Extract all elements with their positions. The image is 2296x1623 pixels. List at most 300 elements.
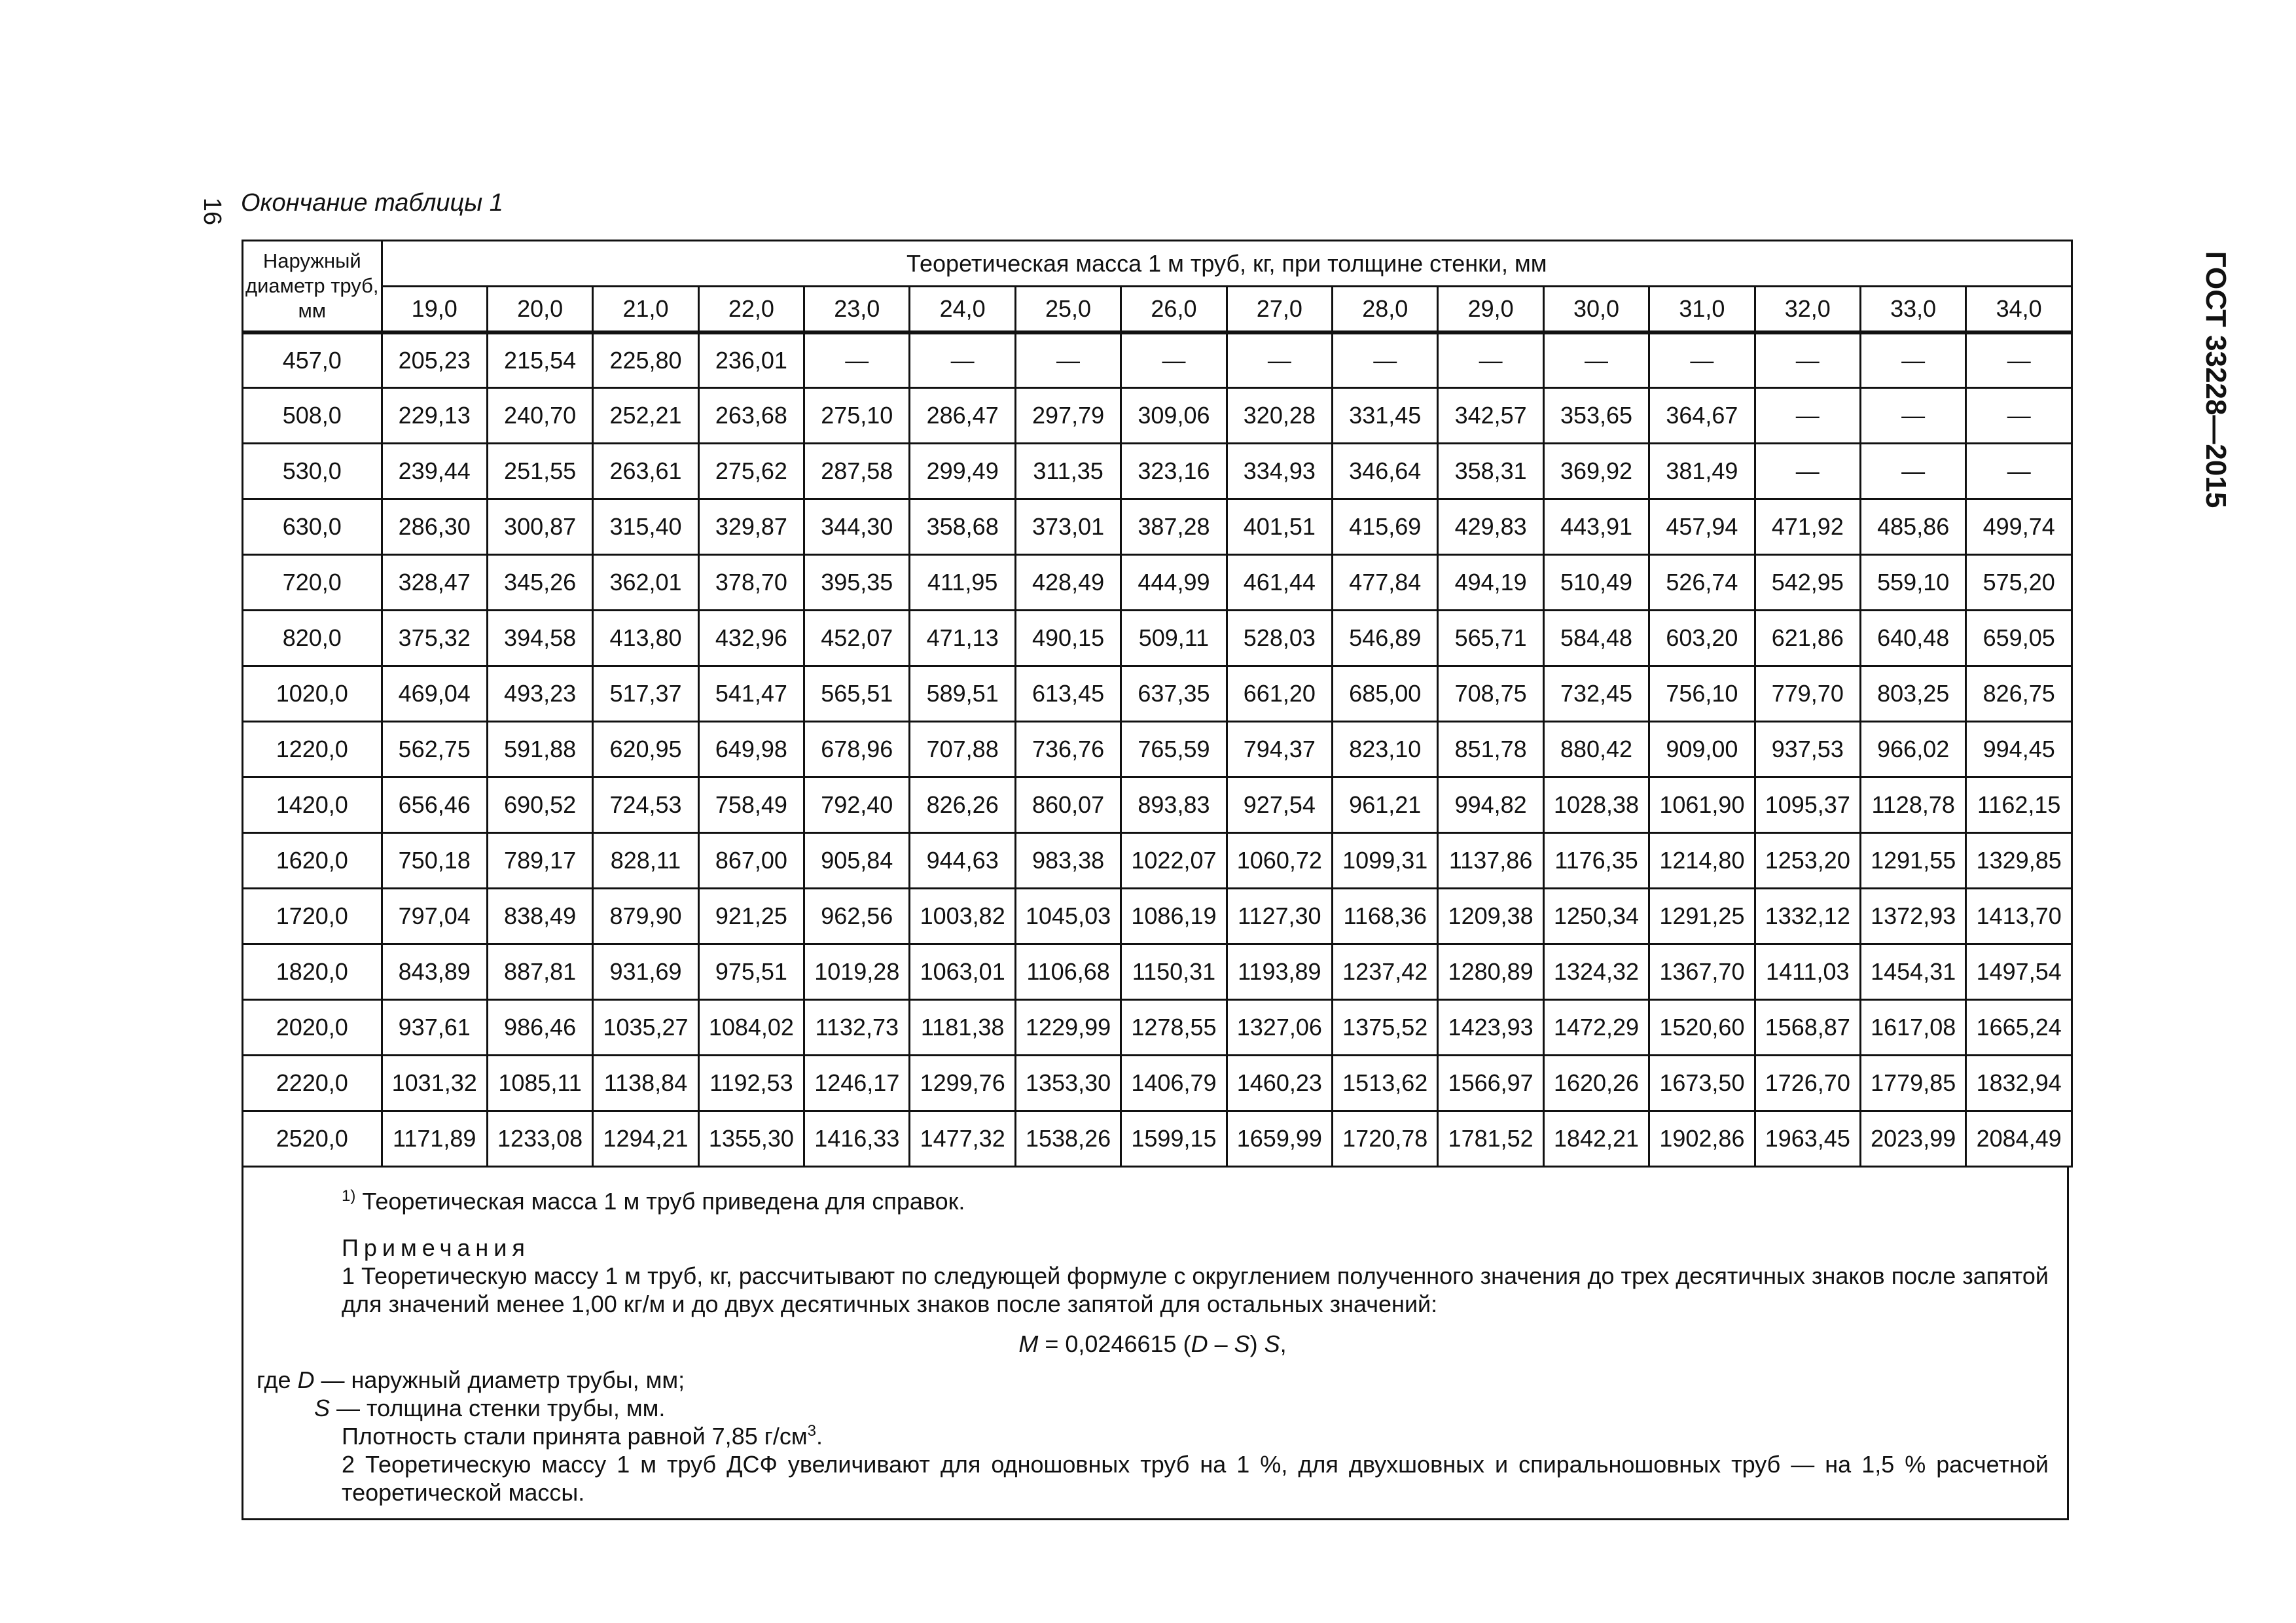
density-end: .: [816, 1423, 823, 1450]
mass-cell: 510,49: [1543, 555, 1649, 611]
mass-cell: 1665,24: [1966, 1000, 2072, 1056]
where-s-text: — толщина стенки трубы, мм.: [330, 1395, 666, 1421]
mass-cell: 690,52: [487, 777, 592, 833]
mass-cell: 589,51: [910, 666, 1015, 722]
mass-cell: 345,26: [487, 555, 592, 611]
wall-thickness-header: 24,0: [910, 287, 1015, 332]
mass-cell: 1411,03: [1755, 944, 1860, 1000]
mass-cell: 1332,12: [1755, 889, 1860, 944]
mass-cell: 1477,32: [910, 1111, 1015, 1167]
mass-cell: 797,04: [382, 889, 487, 944]
mass-cell: 1099,31: [1333, 833, 1438, 889]
wall-thickness-header: 34,0: [1966, 287, 2072, 332]
mass-cell: 758,49: [698, 777, 804, 833]
mass-cell: —: [1860, 444, 1965, 499]
table-notes: [242, 1168, 2069, 1520]
mass-cell: 1084,02: [698, 1000, 804, 1056]
mass-cell: 373,01: [1015, 499, 1121, 555]
mass-cell: 724,53: [593, 777, 698, 833]
mass-cell: 1375,52: [1333, 1000, 1438, 1056]
diameter-cell: 2220,0: [243, 1056, 382, 1111]
density-line: [257, 1422, 2049, 1450]
mass-cell: 1209,38: [1438, 889, 1543, 944]
diameter-cell: 1420,0: [243, 777, 382, 833]
wall-thickness-header: 25,0: [1015, 287, 1121, 332]
mass-cell: 528,03: [1227, 611, 1332, 666]
mass-cell: 1019,28: [804, 944, 910, 1000]
mass-cell: 1372,93: [1860, 889, 1965, 944]
mass-cell: 983,38: [1015, 833, 1121, 889]
mass-cell: 1842,21: [1543, 1111, 1649, 1167]
mass-cell: 765,59: [1121, 722, 1227, 777]
mass-cell: 975,51: [698, 944, 804, 1000]
mass-cell: 443,91: [1543, 499, 1649, 555]
mass-cell: 860,07: [1015, 777, 1121, 833]
mass-cell: 2023,99: [1860, 1111, 1965, 1167]
mass-cell: 286,47: [910, 388, 1015, 444]
mass-cell: —: [1755, 444, 1860, 499]
mass-cell: 937,53: [1755, 722, 1860, 777]
mass-cell: 300,87: [487, 499, 592, 555]
formula-part: ): [1249, 1330, 1265, 1357]
symbol-s: S: [314, 1395, 331, 1421]
diameter-cell: 2020,0: [243, 1000, 382, 1056]
mass-cell: 1233,08: [487, 1111, 592, 1167]
mass-cell: 1035,27: [593, 1000, 698, 1056]
mass-cell: 823,10: [1333, 722, 1438, 777]
mass-cell: 1620,26: [1543, 1056, 1649, 1111]
mass-cell: 1063,01: [910, 944, 1015, 1000]
mass-cell: 851,78: [1438, 722, 1543, 777]
mass-cell: 1137,86: [1438, 833, 1543, 889]
mass-cell: 471,13: [910, 611, 1015, 666]
mass-cell: 1416,33: [804, 1111, 910, 1167]
mass-cell: 620,95: [593, 722, 698, 777]
diameter-cell: 530,0: [243, 444, 382, 499]
formula-symbol-m: M: [1018, 1330, 1039, 1357]
mass-cell: 1085,11: [487, 1056, 592, 1111]
table-row: [243, 777, 2072, 833]
mass-cell: 541,47: [698, 666, 804, 722]
mass-cell: 205,23: [382, 332, 487, 388]
note-2: 2 Теоретическую массу 1 м труб ДСФ увеличивают для одношовных труб на 1 %, для двухшовных и спиральношовных труб — на 1,5 % расчетной теоретической массы.: [342, 1451, 2049, 1506]
mass-cell: 966,02: [1860, 722, 1965, 777]
mass-cell: 394,58: [487, 611, 592, 666]
mass-cell: 457,94: [1649, 499, 1755, 555]
mass-cell: 1720,78: [1333, 1111, 1438, 1167]
mass-cell: 1832,94: [1966, 1056, 2072, 1111]
mass-cell: 1779,85: [1860, 1056, 1965, 1111]
mass-cell: 428,49: [1015, 555, 1121, 611]
mass-cell: 1423,93: [1438, 1000, 1543, 1056]
mass-cell: 909,00: [1649, 722, 1755, 777]
mass-cell: 342,57: [1438, 388, 1543, 444]
mass-cell: 826,75: [1966, 666, 2072, 722]
mass-cell: —: [1966, 388, 2072, 444]
mass-cell: 215,54: [487, 332, 592, 388]
mass-cell: 1278,55: [1121, 1000, 1227, 1056]
mass-cell: 1045,03: [1015, 889, 1121, 944]
mass-cell: 1237,42: [1333, 944, 1438, 1000]
mass-cell: 485,86: [1860, 499, 1965, 555]
mass-cell: 575,20: [1966, 555, 2072, 611]
footnote: [257, 1187, 2049, 1215]
mass-cell: 961,21: [1333, 777, 1438, 833]
formula-symbol-s: S: [1234, 1330, 1250, 1357]
mass-cell: 843,89: [382, 944, 487, 1000]
table-row: [243, 444, 2072, 499]
mass-cell: 1291,55: [1860, 833, 1965, 889]
mass-cell: 565,71: [1438, 611, 1543, 666]
mass-cell: 1568,87: [1755, 1000, 1860, 1056]
diameter-cell: 2520,0: [243, 1111, 382, 1167]
diameter-cell: 1620,0: [243, 833, 382, 889]
mass-cell: 591,88: [487, 722, 592, 777]
mass-cell: 887,81: [487, 944, 592, 1000]
mass-cell: 1128,78: [1860, 777, 1965, 833]
footnote-mark: 1): [342, 1187, 356, 1205]
mass-cell: —: [1438, 332, 1543, 388]
diameter-cell: 1820,0: [243, 944, 382, 1000]
mass-cell: 1181,38: [910, 1000, 1015, 1056]
mass-cell: —: [1755, 332, 1860, 388]
mass-cell: 1253,20: [1755, 833, 1860, 889]
wall-thickness-header: 33,0: [1860, 287, 1965, 332]
mass-cell: 659,05: [1966, 611, 2072, 666]
mass-cell: 1031,32: [382, 1056, 487, 1111]
where-prefix: где: [257, 1366, 298, 1393]
mass-cell: 794,37: [1227, 722, 1332, 777]
mass-cell: 1902,86: [1649, 1111, 1755, 1167]
mass-cell: 263,68: [698, 388, 804, 444]
mass-cell: —: [1121, 332, 1227, 388]
symbol-d: D: [297, 1366, 315, 1393]
mass-cell: 921,25: [698, 889, 804, 944]
mass-cell: 1299,76: [910, 1056, 1015, 1111]
mass-cell: 1192,53: [698, 1056, 804, 1111]
mass-cell: 1214,80: [1649, 833, 1755, 889]
mass-cell: 1171,89: [382, 1111, 487, 1167]
where-d-text: — наружный диаметр трубы, мм;: [314, 1366, 685, 1393]
mass-cell: 329,87: [698, 499, 804, 555]
mass-cell: 229,13: [382, 388, 487, 444]
mass-cell: 1294,21: [593, 1111, 698, 1167]
mass-cell: —: [1860, 332, 1965, 388]
density-text: Плотность стали принята равной 7,85 г/см: [342, 1423, 808, 1450]
standard-designation: ГОСТ 33228—2015: [2200, 251, 2232, 508]
mass-cell: —: [1227, 332, 1332, 388]
note-1: 1 Теоретическую массу 1 м труб, кг, рассчитывают по следующей формуле с округлением полученного значения до трех десятичных знаков после запятой для значений менее 1,00 кг/м и до двух десятичных знаков после запятой для остальных значений:: [342, 1262, 2049, 1317]
mass-cell: 1355,30: [698, 1111, 804, 1167]
mass-cell: 879,90: [593, 889, 698, 944]
mass-cell: 1250,34: [1543, 889, 1649, 944]
mass-cell: 239,44: [382, 444, 487, 499]
mass-cell: 1406,79: [1121, 1056, 1227, 1111]
mass-cell: 1324,32: [1543, 944, 1649, 1000]
diameter-cell: 630,0: [243, 499, 382, 555]
mass-cell: 685,00: [1333, 666, 1438, 722]
mass-cell: 1497,54: [1966, 944, 2072, 1000]
wall-thickness-header: 30,0: [1543, 287, 1649, 332]
mass-cell: 299,49: [910, 444, 1015, 499]
mass-cell: 1520,60: [1649, 1000, 1755, 1056]
mass-cell: 315,40: [593, 499, 698, 555]
mass-cell: —: [1015, 332, 1121, 388]
mass-cell: 621,86: [1755, 611, 1860, 666]
where-s-line: [257, 1394, 2049, 1422]
mass-cell: 263,61: [593, 444, 698, 499]
wall-thickness-header: 22,0: [698, 287, 804, 332]
mass-cell: 1168,36: [1333, 889, 1438, 944]
mass-cell: 252,21: [593, 388, 698, 444]
mass-cell: 1162,15: [1966, 777, 2072, 833]
mass-cell: 275,62: [698, 444, 804, 499]
mass-cell: 358,68: [910, 499, 1015, 555]
wall-thickness-header: 29,0: [1438, 287, 1543, 332]
mass-cell: 1327,06: [1227, 1000, 1332, 1056]
mass-cell: —: [1860, 388, 1965, 444]
mass-cell: 893,83: [1121, 777, 1227, 833]
page-number: 16: [198, 197, 226, 226]
diameter-cell: 820,0: [243, 611, 382, 666]
table-row: [243, 833, 2072, 889]
mass-cell: 287,58: [804, 444, 910, 499]
mass-cell: 1060,72: [1227, 833, 1332, 889]
mass-cell: 328,47: [382, 555, 487, 611]
mass-cell: 362,01: [593, 555, 698, 611]
mass-cell: 1566,97: [1438, 1056, 1543, 1111]
mass-cell: 678,96: [804, 722, 910, 777]
mass-cell: 1659,99: [1227, 1111, 1332, 1167]
mass-cell: 750,18: [382, 833, 487, 889]
mass-cell: 1413,70: [1966, 889, 2072, 944]
mass-cell: 707,88: [910, 722, 1015, 777]
table-continuation-caption: Окончание таблицы 1: [241, 189, 503, 217]
mass-cell: 779,70: [1755, 666, 1860, 722]
mass-cell: 1127,30: [1227, 889, 1332, 944]
mass-cell: —: [1543, 332, 1649, 388]
diameter-cell: 1020,0: [243, 666, 382, 722]
mass-cell: 334,93: [1227, 444, 1332, 499]
mass-cell: —: [804, 332, 910, 388]
mass-cell: 649,98: [698, 722, 804, 777]
density-superscript: 3: [807, 1422, 816, 1440]
mass-cell: 432,96: [698, 611, 804, 666]
mass-cell: 1538,26: [1015, 1111, 1121, 1167]
table-row: [243, 555, 2072, 611]
table-row: [243, 1111, 2072, 1167]
mass-cell: 499,74: [1966, 499, 2072, 555]
mass-cell: 792,40: [804, 777, 910, 833]
formula-part: ,: [1280, 1330, 1287, 1357]
mass-cell: 661,20: [1227, 666, 1332, 722]
mass-cell: 353,65: [1543, 388, 1649, 444]
mass-cell: —: [1333, 332, 1438, 388]
mass-cell: 1617,08: [1860, 1000, 1965, 1056]
wall-thickness-header: 23,0: [804, 287, 910, 332]
table-row: [243, 944, 2072, 1000]
mass-cell: 1513,62: [1333, 1056, 1438, 1111]
wall-thickness-header: 31,0: [1649, 287, 1755, 332]
mass-cell: 708,75: [1438, 666, 1543, 722]
mass-cell: 905,84: [804, 833, 910, 889]
mass-cell: 311,35: [1015, 444, 1121, 499]
mass-cell: 1454,31: [1860, 944, 1965, 1000]
mass-cell: 331,45: [1333, 388, 1438, 444]
mass-cell: 387,28: [1121, 499, 1227, 555]
mass-cell: 413,80: [593, 611, 698, 666]
mass-cell: 1022,07: [1121, 833, 1227, 889]
mass-cell: 375,32: [382, 611, 487, 666]
mass-cell: 562,75: [382, 722, 487, 777]
table-row: [243, 611, 2072, 666]
mass-cell: 559,10: [1860, 555, 1965, 611]
mass-cell: 1460,23: [1227, 1056, 1332, 1111]
formula-symbol-s: S: [1264, 1330, 1280, 1357]
mass-cell: 369,92: [1543, 444, 1649, 499]
wall-thickness-header: 27,0: [1227, 287, 1332, 332]
mass-cell: 1003,82: [910, 889, 1015, 944]
mass-cell: 656,46: [382, 777, 487, 833]
wall-thickness-header: 20,0: [487, 287, 592, 332]
mass-cell: 309,06: [1121, 388, 1227, 444]
mass-cell: 471,92: [1755, 499, 1860, 555]
mass-cell: 1138,84: [593, 1056, 698, 1111]
mass-cell: 358,31: [1438, 444, 1543, 499]
mass-cell: 320,28: [1227, 388, 1332, 444]
mass-cell: 1673,50: [1649, 1056, 1755, 1111]
mass-cell: —: [1966, 332, 2072, 388]
mass-cell: 736,76: [1015, 722, 1121, 777]
table-row: [243, 666, 2072, 722]
mass-cell: 931,69: [593, 944, 698, 1000]
mass-cell: 236,01: [698, 332, 804, 388]
mass-cell: —: [1966, 444, 2072, 499]
mass-cell: 469,04: [382, 666, 487, 722]
mass-cell: 1329,85: [1966, 833, 2072, 889]
wall-thickness-header: 28,0: [1333, 287, 1438, 332]
mass-cell: 732,45: [1543, 666, 1649, 722]
mass-cell: 461,44: [1227, 555, 1332, 611]
mass-cell: 1095,37: [1755, 777, 1860, 833]
mass-cell: 1367,70: [1649, 944, 1755, 1000]
mass-cell: 378,70: [698, 555, 804, 611]
mass-cell: 1106,68: [1015, 944, 1121, 1000]
mass-cell: 297,79: [1015, 388, 1121, 444]
mass-cell: 415,69: [1333, 499, 1438, 555]
table-row: [243, 1000, 2072, 1056]
mass-cell: 1132,73: [804, 1000, 910, 1056]
mass-cell: —: [910, 332, 1015, 388]
table-body: [243, 332, 2072, 1167]
mass-cell: 381,49: [1649, 444, 1755, 499]
mass-cell: 994,82: [1438, 777, 1543, 833]
mass-cell: 251,55: [487, 444, 592, 499]
wall-thickness-header-row: [243, 287, 2072, 332]
mass-cell: 493,23: [487, 666, 592, 722]
mass-cell: 1086,19: [1121, 889, 1227, 944]
table-row: [243, 499, 2072, 555]
mass-cell: 1291,25: [1649, 889, 1755, 944]
mass-cell: 1193,89: [1227, 944, 1332, 1000]
table-row: [243, 332, 2072, 388]
mass-cell: 1246,17: [804, 1056, 910, 1111]
mass-cell: 867,00: [698, 833, 804, 889]
mass-cell: 1472,29: [1543, 1000, 1649, 1056]
mass-cell: 344,30: [804, 499, 910, 555]
mass-cell: 526,74: [1649, 555, 1755, 611]
mass-cell: 346,64: [1333, 444, 1438, 499]
mass-cell: 603,20: [1649, 611, 1755, 666]
mass-cell: 477,84: [1333, 555, 1438, 611]
wall-thickness-header: 19,0: [382, 287, 487, 332]
mass-cell: 395,35: [804, 555, 910, 611]
mass-cell: 803,25: [1860, 666, 1965, 722]
formula-part: = 0,0246615 (: [1038, 1330, 1191, 1357]
mass-cell: 927,54: [1227, 777, 1332, 833]
mass-cell: 275,10: [804, 388, 910, 444]
table-row: [243, 388, 2072, 444]
mass-cell: 637,35: [1121, 666, 1227, 722]
mass-cell: 1963,45: [1755, 1111, 1860, 1167]
mass-cell: 986,46: [487, 1000, 592, 1056]
mass-cell: 542,95: [1755, 555, 1860, 611]
table-row: [243, 722, 2072, 777]
mass-cell: 225,80: [593, 332, 698, 388]
mass-cell: —: [1755, 388, 1860, 444]
mass-cell: 1353,30: [1015, 1056, 1121, 1111]
mass-cell: 937,61: [382, 1000, 487, 1056]
mass-column-group-header: Теоретическая масса 1 м труб, кг, при толщине стенки, мм: [382, 241, 2072, 287]
wall-thickness-header: 32,0: [1755, 287, 1860, 332]
notes-title: Примечания: [342, 1234, 530, 1261]
mass-cell: 1061,90: [1649, 777, 1755, 833]
mass-formula: [257, 1330, 2049, 1358]
mass-cell: 323,16: [1121, 444, 1227, 499]
footnote-text: Теоретическая масса 1 м труб приведена для справок.: [355, 1188, 965, 1215]
mass-cell: 1726,70: [1755, 1056, 1860, 1111]
mass-cell: 452,07: [804, 611, 910, 666]
mass-cell: 444,99: [1121, 555, 1227, 611]
diameter-cell: 720,0: [243, 555, 382, 611]
mass-cell: 584,48: [1543, 611, 1649, 666]
mass-cell: 1599,15: [1121, 1111, 1227, 1167]
mass-cell: 286,30: [382, 499, 487, 555]
diameter-cell: 1720,0: [243, 889, 382, 944]
mass-cell: 826,26: [910, 777, 1015, 833]
mass-cell: 880,42: [1543, 722, 1649, 777]
mass-cell: 1280,89: [1438, 944, 1543, 1000]
mass-cell: 994,45: [1966, 722, 2072, 777]
theoretical-mass-table: [242, 240, 2073, 1168]
mass-cell: —: [1649, 332, 1755, 388]
mass-cell: 2084,49: [1966, 1111, 2072, 1167]
formula-part: –: [1208, 1330, 1234, 1357]
mass-cell: 429,83: [1438, 499, 1543, 555]
mass-cell: 944,63: [910, 833, 1015, 889]
mass-cell: 240,70: [487, 388, 592, 444]
formula-symbol-d: D: [1191, 1330, 1208, 1357]
diameter-cell: 508,0: [243, 388, 382, 444]
mass-cell: 962,56: [804, 889, 910, 944]
mass-cell: 1176,35: [1543, 833, 1649, 889]
mass-cell: 1028,38: [1543, 777, 1649, 833]
wall-thickness-header: 21,0: [593, 287, 698, 332]
diameter-cell: 1220,0: [243, 722, 382, 777]
mass-cell: 1229,99: [1015, 1000, 1121, 1056]
mass-cell: 756,10: [1649, 666, 1755, 722]
where-d-line: [257, 1366, 2049, 1394]
